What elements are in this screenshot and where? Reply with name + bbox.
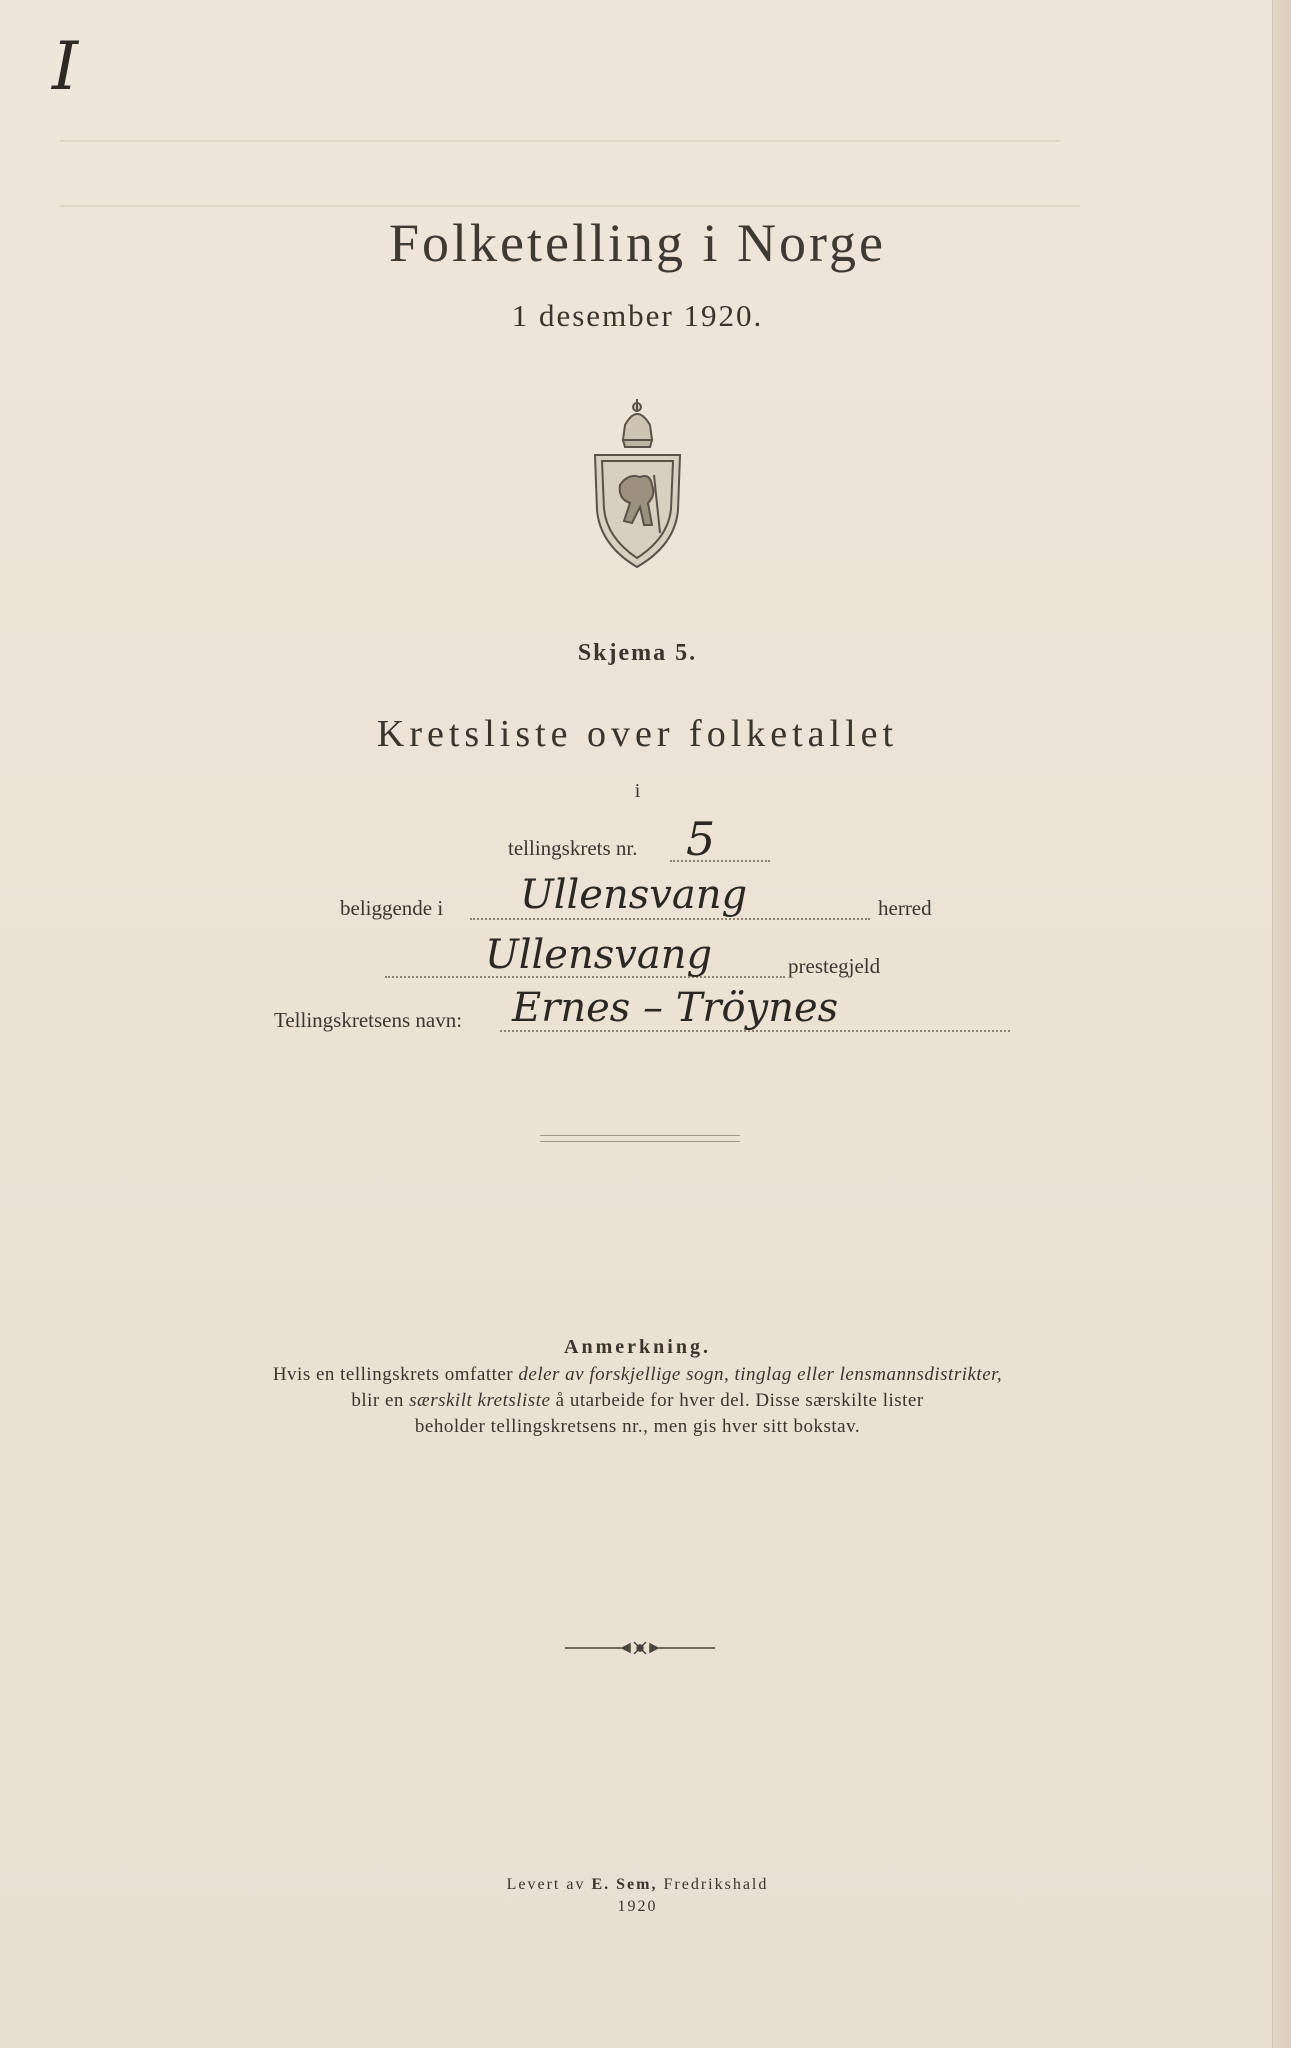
schema-number: Skjema 5. <box>577 640 698 666</box>
note-heading: Anmerkning. <box>564 1336 711 1358</box>
note-line-2 <box>0 1390 1275 1412</box>
located-line <box>470 918 870 920</box>
parish-label: prestegjeld <box>788 954 881 978</box>
located-label: beliggende i <box>340 896 444 920</box>
form-heading: Kretsliste over folketallet <box>376 713 899 755</box>
printer-year: 1920 <box>617 1898 658 1915</box>
herred-label: herred <box>878 896 932 920</box>
district-name-handwritten: Ernes – Tröynes <box>512 985 839 1031</box>
census-date: 1 desember 1920. <box>511 298 764 333</box>
ornament-divider-icon <box>560 1638 720 1658</box>
district-name-label: Tellingskretsens navn: <box>274 1008 463 1032</box>
district-no-label: tellingskrets nr. <box>508 836 638 860</box>
page-title: Folketelling i Norge <box>389 213 886 273</box>
note-text-italic: særskilt kretsliste <box>409 1390 551 1411</box>
parish-handwritten: Ullensvang <box>485 932 713 978</box>
note-line-3: beholder tellingskretsens nr., men gis hver sitt bokstav. <box>414 1416 861 1437</box>
district-no-handwritten: 5 <box>686 812 716 866</box>
show-through-line <box>60 140 1060 142</box>
note-line-1 <box>0 1364 1275 1386</box>
printer-place: Fredrikshald <box>657 1876 769 1893</box>
note-text-italic: deler av forskjellige sogn, tinglag eller lensmannsdistrikter, <box>518 1364 1003 1385</box>
note-text: Hvis en tellingskrets omfatter <box>272 1364 519 1385</box>
printer-name: E. Sem, <box>591 1876 658 1893</box>
connector-word: i <box>634 780 641 802</box>
separator-rule <box>540 1135 740 1142</box>
sheet-mark: I <box>52 28 79 105</box>
district-no-line <box>670 860 770 862</box>
show-through-line <box>60 205 1080 207</box>
printer-credit <box>0 1876 1275 1894</box>
note-text: blir en <box>351 1390 410 1411</box>
printer-prefix: Levert av <box>506 1876 592 1893</box>
note-text: å utarbeide for hver del. Disse særskilte lister <box>550 1390 924 1411</box>
norwegian-coat-of-arms-icon <box>590 395 685 570</box>
located-handwritten: Ullensvang <box>520 872 748 918</box>
